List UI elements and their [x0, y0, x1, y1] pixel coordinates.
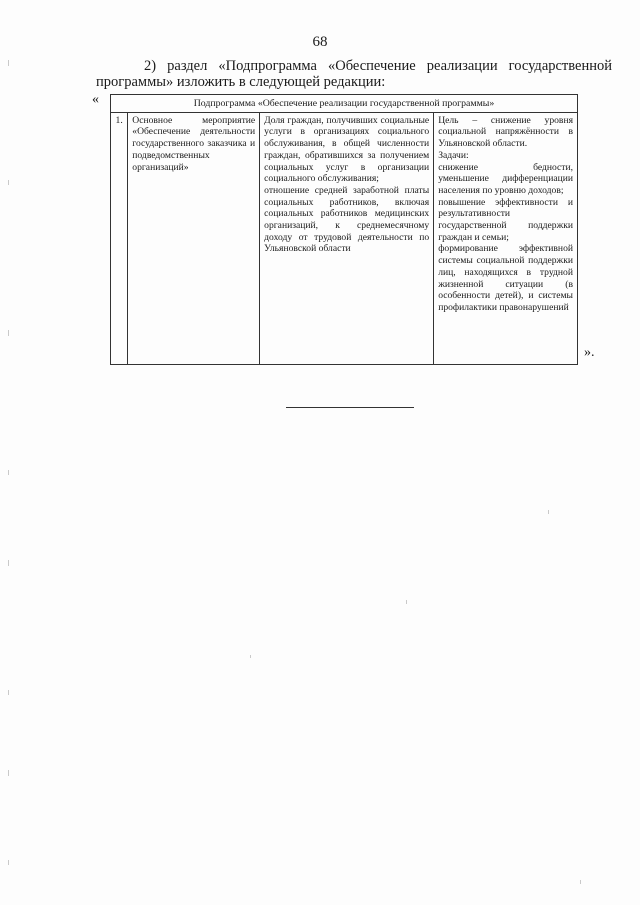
intro-line-1: 2) раздел «Подпрограмма «Обеспечение реализации государственной [144, 58, 612, 74]
goals-cell [434, 112, 578, 364]
separator-line [286, 407, 414, 408]
scan-artifact [8, 560, 9, 566]
goal-item: Цель – снижение уровня социальной напряжённости в Ульяновской области. [438, 114, 573, 150]
scan-artifact [580, 880, 581, 884]
table-header: Подпрограмма «Обеспечение реализации государственной программы» [111, 95, 578, 113]
goal-item: Задачи: [438, 149, 469, 161]
table-row [111, 112, 578, 364]
indicator-item: отношение средней заработной платы социальных работников, включая социальных работников медицинских организаций, к среднемесячному доходу от трудовой деятельности по Ульяновской области [264, 184, 430, 255]
scan-artifact [548, 510, 549, 514]
intro-paragraph [96, 58, 612, 90]
scan-artifact [8, 180, 9, 185]
opening-quote: « [92, 92, 99, 107]
goal-item: повышение эффективности и результативности государственной поддержки граждан и семьи; [438, 196, 573, 243]
row-number: 1. [111, 112, 128, 364]
indicators-cell [260, 112, 434, 364]
scan-artifact [8, 330, 9, 336]
indicator-item: Доля граждан, получивших социальные услуги в организациях социального обслуживания, в общей численности граждан, обратившихся за получением социальных услуг в организации социального обслуживания; [264, 114, 430, 185]
intro-line-2: программы» изложить в следующей редакции: [96, 74, 386, 90]
goal-item: формирование эффективной системы социальной поддержки лиц, находящихся в трудной жизненной ситуации (в особенности детей), и системы профилактики правонарушений [438, 243, 573, 313]
scan-artifact [250, 655, 251, 658]
scan-artifact [8, 690, 9, 695]
scan-artifact [8, 470, 9, 475]
scan-artifact [8, 770, 9, 776]
subprogram-table [110, 94, 578, 365]
page-number: 68 [312, 34, 328, 50]
activity-cell: Основное мероприятие «Обеспечение деятельности государственного заказчика и подведомственных организаций» [128, 112, 260, 364]
scan-artifact [406, 600, 407, 604]
closing-quote: ». [584, 345, 595, 360]
table-header-row [111, 95, 578, 113]
scan-artifact [8, 860, 9, 865]
scan-artifact [8, 60, 9, 66]
goal-item: снижение бедности, уменьшение дифференциации населения по уровню доходов; [438, 161, 573, 196]
